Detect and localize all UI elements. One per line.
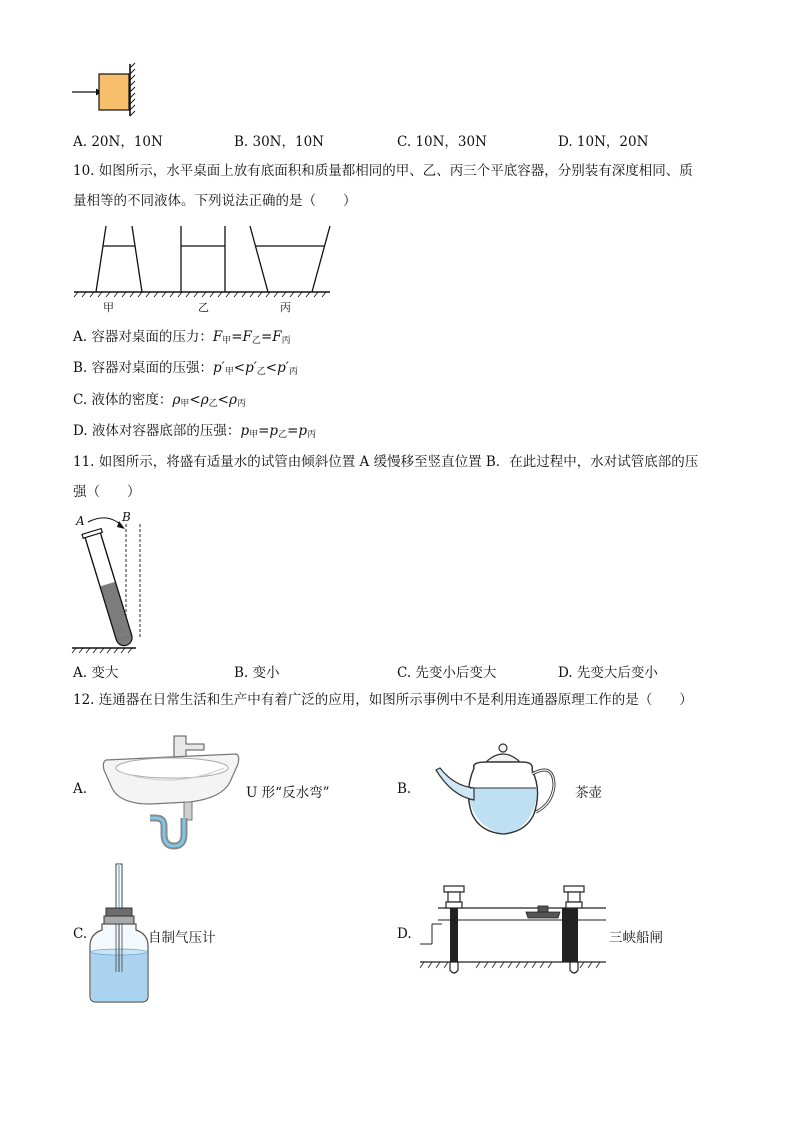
q12-option-c-letter: C. [73,926,88,942]
q12-option-c-caption: 自制气压计 [148,930,216,946]
q12-option-d-letter: D. [397,926,412,942]
q12-stem: 12. 连通器在日常生活和生产中有着广泛的应用，如图所示事例中不是利用连通器原理工作的是（ ） [73,692,693,708]
q11-label-a: A [76,514,85,528]
q11-label-b: B [122,510,131,524]
q9-option-d: D. 10N，20N [558,134,649,150]
q9-option-b: B. 30N，10N [234,134,324,150]
q12-ship-lock-figure [418,884,608,980]
q9-block-figure [68,62,148,118]
q11-option-c: C. 先变小后变大 [397,665,497,681]
q11-option-b: B. 变小 [234,665,280,681]
q10-containers-figure [72,222,334,300]
q10-label-yi: 乙 [198,301,209,314]
q11-stem-line2: 强（ ） [73,484,141,500]
q12-teapot-figure [430,740,560,840]
q12-option-a-letter: A. [73,781,88,797]
q10-option-a: A. 容器对桌面的压力：$F_甲=F_乙=F_丙$ [73,329,291,346]
q11-option-a: A. 变大 [73,665,119,681]
q10-stem-line1: 10. 如图所示，水平桌面上放有底面积和质量都相同的甲、乙、丙三个平底容器，分别装有深度相同、质 [73,163,693,179]
q12-option-b-caption: 茶壶 [575,785,602,801]
q12-option-b-letter: B. [397,781,412,797]
q12-sink-figure [100,730,242,854]
q10-stem-line2: 量相等的不同液体。下列说法正确的是（ ） [73,193,357,209]
q11-option-d: D. 先变大后变小 [558,665,658,681]
q12-option-d-caption: 三峡船闸 [609,930,663,946]
q9-option-c: C. 10N，30N [397,134,487,150]
q10-label-bing: 丙 [280,301,291,314]
q10-option-c: C. 液体的密度：$\rho_甲<\rho_乙<\rho_丙$ [73,392,246,409]
q10-label-jia: 甲 [103,301,114,314]
q11-test-tube-figure [70,510,170,656]
q9-option-a: A. 20N，10N [73,134,163,150]
q12-barometer-figure [88,860,150,1006]
q10-option-b: B. 容器对桌面的压强：$p'_甲<p'_乙<p'_丙$ [73,360,298,377]
q11-stem-line1: 11. 如图所示，将盛有适量水的试管由倾斜位置 A 缓慢移至竖直位置 B．在此过程中，水对试管底部的压 [73,454,699,470]
q12-option-a-caption: U 形“反水弯” [246,785,330,801]
q10-option-d: D. 液体对容器底部的压强：$p_甲=p_乙=p_丙$ [73,423,317,440]
